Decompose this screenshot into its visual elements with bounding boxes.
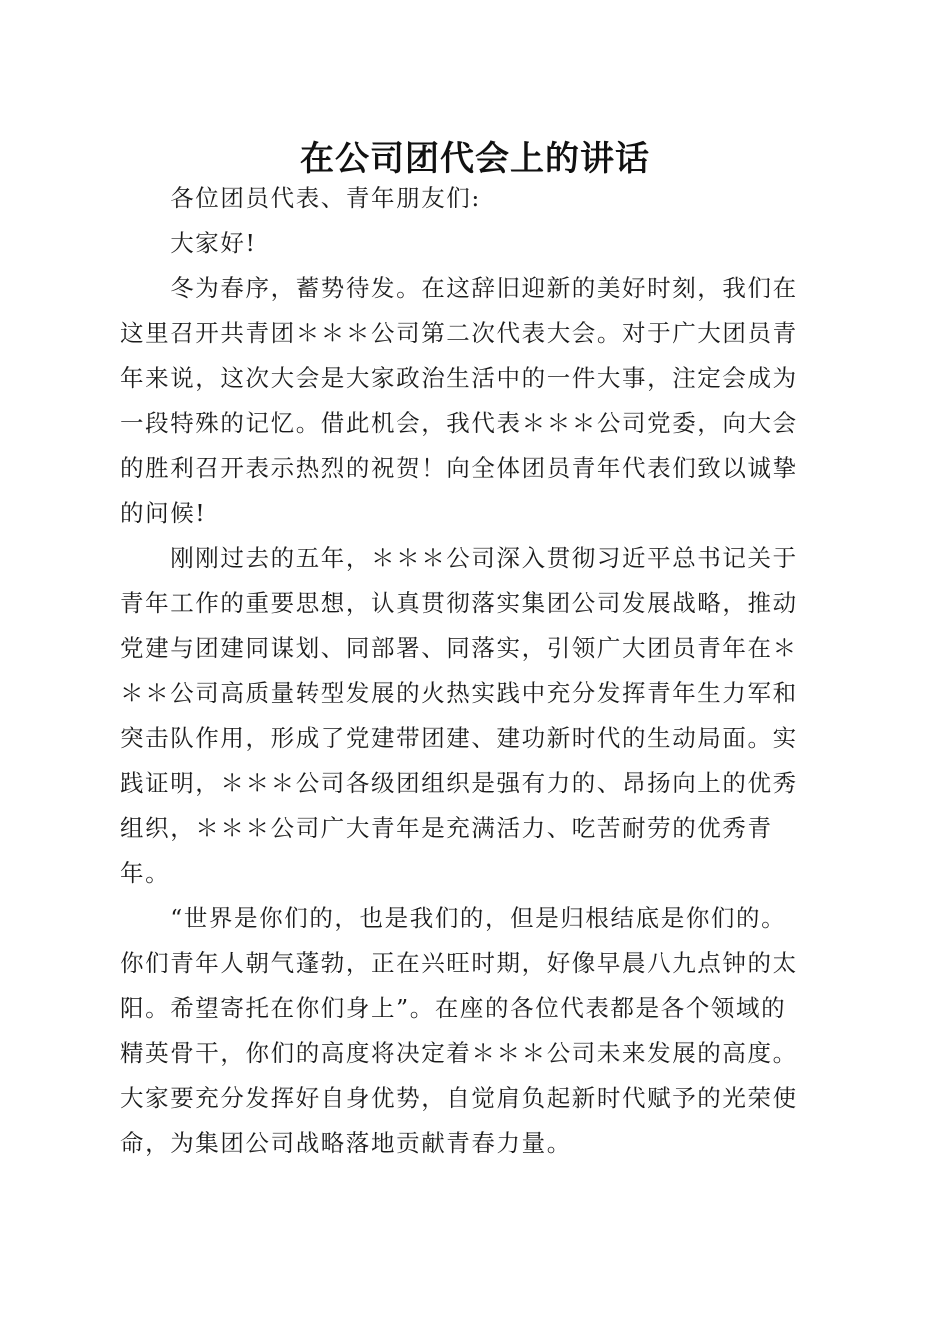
text-line: ＊＊公司高质量转型发展的火热实践中充分发挥青年生力军和 <box>120 679 798 707</box>
text-line: 组织，＊＊＊公司广大青年是充满活力、吃苦耐劳的优秀青 <box>120 814 773 842</box>
text-line: 一段特殊的记忆。借此机会，我代表＊＊＊公司党委，向大会 <box>120 409 798 437</box>
text-line: 冬为春序，蓄势待发。在这辞旧迎新的美好时刻，我们在 <box>120 274 798 302</box>
text-line: 各位团员代表、青年朋友们: <box>120 184 481 212</box>
text-line: 大家要充分发挥好自身优势，自觉肩负起新时代赋予的光荣使 <box>120 1084 798 1112</box>
text-line: 大家好! <box>120 229 257 257</box>
document-title: 在公司团代会上的讲话 <box>300 139 650 179</box>
text-line: 的胜利召开表示热烈的祝贺！向全体团员青年代表们致以诚挚 <box>120 454 798 482</box>
text-line: 践证明，＊＊＊公司各级团组织是强有力的、昂扬向上的优秀 <box>120 769 798 797</box>
text-line: 精英骨干，你们的高度将决定着＊＊＊公司未来发展的高度。 <box>120 1039 798 1067</box>
text-line: 年。 <box>120 859 171 887</box>
text-line: 突击队作用，形成了党建带团建、建功新时代的生动局面。实 <box>120 724 798 752</box>
text-line: 青年工作的重要思想，认真贯彻落实集团公司发展战略，推动 <box>120 589 798 617</box>
document-body <box>120 176 810 1166</box>
text-line: “世界是你们的，也是我们的，但是归根结底是你们的。 <box>120 904 787 932</box>
text-line: 的问候! <box>120 499 207 527</box>
text-line: 你们青年人朝气蓬勃，正在兴旺时期，好像早晨八九点钟的太 <box>120 949 798 977</box>
text-line: 刚刚过去的五年，＊＊＊公司深入贯彻习近平总书记关于 <box>120 544 798 572</box>
text-line: 阳。希望寄托在你们身上”。在座的各位代表都是各个领域的 <box>120 994 787 1022</box>
text-line: 这里召开共青团＊＊＊公司第二次代表大会。对于广大团员青 <box>120 319 798 347</box>
text-line: 命，为集团公司战略落地贡献青春力量。 <box>120 1129 572 1157</box>
text-line: 党建与团建同谋划、同部署、同落实，引领广大团员青年在＊ <box>120 634 798 662</box>
text-line: 年来说，这次大会是大家政治生活中的一件大事，注定会成为 <box>120 364 798 392</box>
